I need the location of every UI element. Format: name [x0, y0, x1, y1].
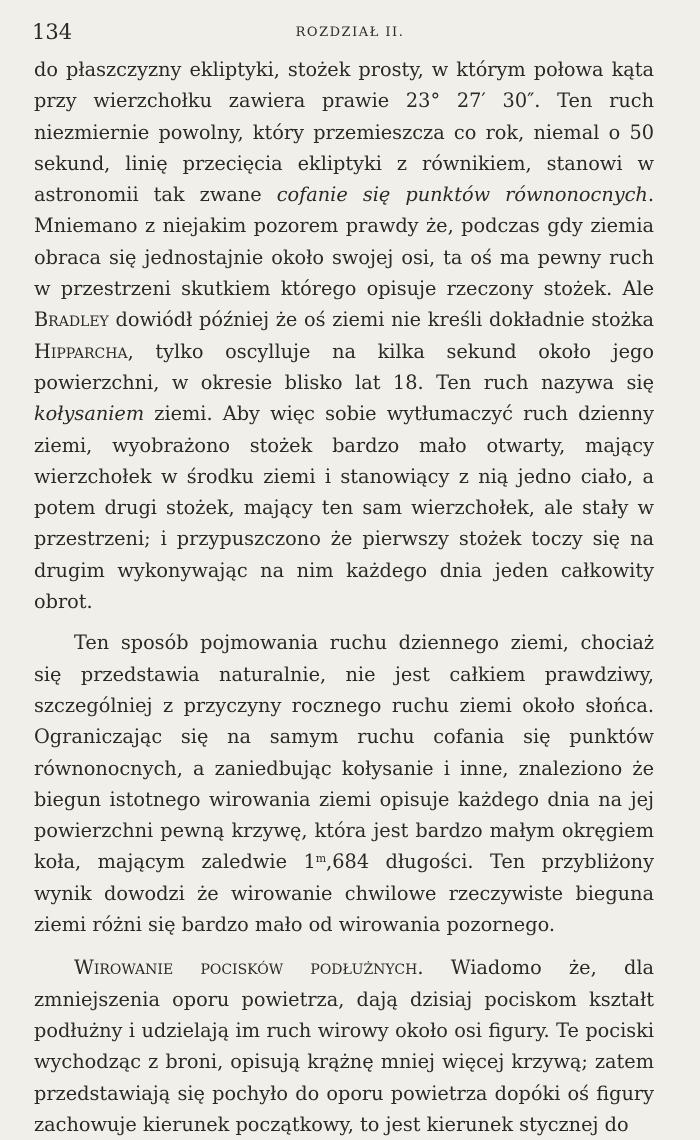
italic-term: cofanie się punktów równonocnych: [276, 183, 648, 207]
paragraph-2: Ten sposób pojmowania ruchu dziennego ziemi, chociaż się przedstawia naturalnie, nie jest całkiem prawdziwy, szczególniej z przyczyny rocznego ruchu ziemi około słońca. Ograniczając się na samym ruchu cofania się punktów równonocnych, a zaniedbując kołysanie i inne, znaleziono że biegun istotnego wirowania ziemi opisuje każdego dnia na jej powierzchni pewną krzywę, która jest bardzo małym okręgiem koła, mającym zaledwie 1$^m$,684 długości. Ten przybliżony wynik dowodzi że wirowanie chwilowe rzeczywiste bieguna ziemi różni się bardzo mało od wirowania pozornego.: [34, 631, 654, 937]
section-heading: Wirowanie pocisków podłużnych.: [74, 956, 424, 980]
paragraph-1: do płaszczyzny ekliptyki, stożek prosty, w którym połowa kąta przy wierzchołku zawiera prawie 23° 27′ 30″. Ten ruch niezmiernie powolny, który przemieszcza co rok, niemal o 50 sekund, linię przecięcia ekliptyki z równikiem, stanowi w astronomii tak zwane cofanie się punktów równonocnych. Mniemano z niejakim pozorem prawdy że, podczas gdy ziemia obraca się jednostajnie około swojej osi, ta oś ma pewny ruch w przestrzeni skutkiem którego opisuje rzeczony stożek. Ale Bradley dowiódł później że oś ziemi nie kreśli dokładnie stożka Hipparcha, tylko oscylluje na kilka sekund około jego powierzchni, w okresie blisko lat 18. Ten ruch nazywa się kołysaniem ziemi. Aby więc sobie wytłumaczyć ruch dzienny ziemi, wyobrażono stożek bardzo mało otwarty, mający wierzchołek w środku ziemi i stanowiący z nią jedno ciało, a potem drugi stożek, mający ten sam wierzchołek, ale stały w przestrzeni; i przypuszczono że pierwszy stożek toczy się na drugim wykonywając na nim każdego dnia jeden całkowity obrot.: [34, 58, 654, 614]
paragraph-3: Wirowanie pocisków podłużnych. Wiadomo że, dla zmniejszenia oporu powietrza, dają dzisiaj pociskom kształt podłużny i udzielają im ruch wirowy około osi figury. Te pociski wychodząc z broni, opisują krążnę mniej więcej krzywą; zatem przedstawiają się pochyło do oporu powietrza dopóki oś figury zachowuje kierunek początkowy, to jest kierunek stycznej do: [34, 956, 655, 1136]
body-text: [34, 54, 654, 1140]
name-bradley: Bradley: [34, 308, 109, 332]
running-head: ROZDZIAŁ II.: [295, 25, 405, 40]
name-hipparcha: Hipparcha: [34, 339, 128, 363]
page-number: 134: [32, 20, 73, 44]
italic-term: kołysaniem: [34, 402, 145, 426]
superscript: m: [315, 852, 327, 866]
page-header: [32, 20, 668, 50]
